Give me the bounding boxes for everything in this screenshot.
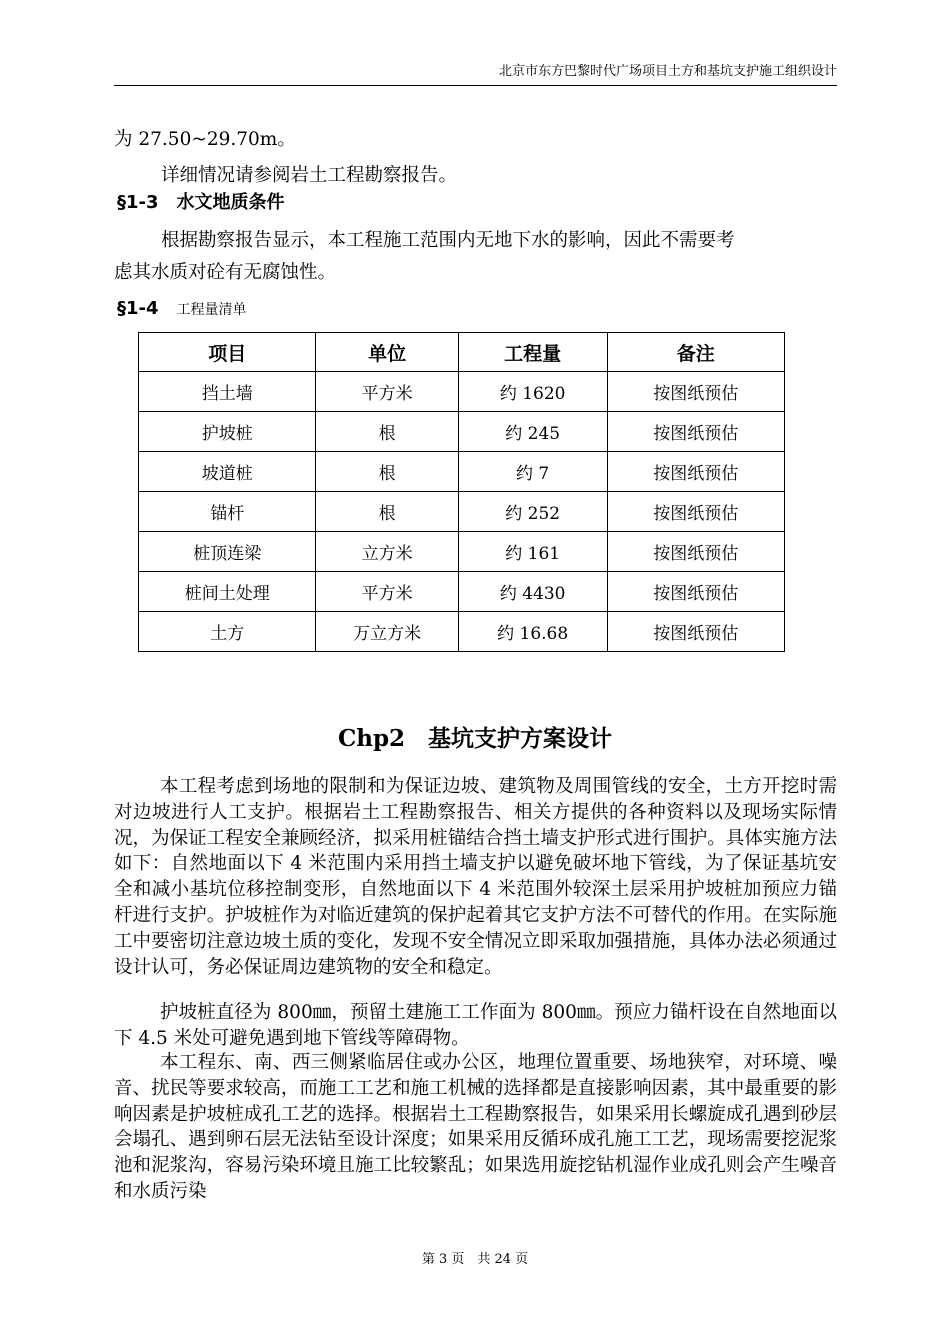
table-row — [139, 372, 785, 412]
body-paragraph-3: 本工程东、南、西三侧紧临居住或办公区，地理位置重要、场地狭窄，对环境、噪音、扰民等要求较高，而施工工艺和施工机械的选择都是直接影响因素，其中最重要的影响因素是护坡桩成孔工艺的选择。根据岩土工程勘察报告，如果采用长螺旋成孔遇到砂层会塌孔、遇到卵石层无法钻至设计深度；如果采用反循环成孔施工工艺，现场需要挖泥浆池和泥浆沟，容易污染环境且施工比较繁乱；如果选用旋挖钻机湿作业成孔则会产生噪音和水质污染 — [114, 1052, 837, 1202]
column-header: 项目 — [139, 333, 316, 372]
table-cell: 按图纸预估 — [607, 452, 784, 492]
table-cell: 按图纸预估 — [607, 372, 784, 412]
table-cell: 约 7 — [458, 452, 607, 492]
table-cell: 平方米 — [316, 572, 458, 612]
page-header: 北京市东方巴黎时代广场项目土方和基坑支护施工组织设计 — [114, 60, 837, 86]
text-line: 详细情况请参阅岩土工程勘察报告。 — [161, 165, 458, 186]
table-cell: 挡土墙 — [139, 372, 316, 412]
table-cell: 约 245 — [458, 412, 607, 452]
table-cell: 护坡桩 — [139, 412, 316, 452]
table-cell: 根 — [316, 412, 458, 452]
table-cell: 根 — [316, 452, 458, 492]
table-row — [139, 492, 785, 532]
table-cell: 根 — [316, 492, 458, 532]
table-cell: 坡道桩 — [139, 452, 316, 492]
table-cell: 约 1620 — [458, 372, 607, 412]
text-line: 虑其水质对砼有无腐蚀性。 — [114, 262, 337, 283]
text-line: 根据勘察报告显示，本工程施工范围内无地下水的影响，因此不需要考 — [161, 230, 735, 251]
table-cell: 万立方米 — [316, 612, 458, 652]
section-number: §1-4 — [117, 298, 159, 319]
section-heading-1-4 — [117, 298, 247, 319]
table-row — [139, 412, 785, 452]
table-cell: 土方 — [139, 612, 316, 652]
column-header: 备注 — [607, 333, 784, 372]
text-line: 为 27.50~29.70m。 — [114, 129, 296, 150]
table-cell: 按图纸预估 — [607, 612, 784, 652]
table-cell: 平方米 — [316, 372, 458, 412]
table-cell: 锚杆 — [139, 492, 316, 532]
chapter-title: Chp2 基坑支护方案设计 — [337, 725, 613, 752]
table-row — [139, 452, 785, 492]
table-row — [139, 572, 785, 612]
section-title: 工程量清单 — [176, 302, 247, 318]
table-cell: 约 252 — [458, 492, 607, 532]
table-cell: 按图纸预估 — [607, 532, 784, 572]
table-cell: 立方米 — [316, 532, 458, 572]
table-cell: 桩间土处理 — [139, 572, 316, 612]
table-cell: 约 16.68 — [458, 612, 607, 652]
table-row — [139, 532, 785, 572]
column-header: 工程量 — [458, 333, 607, 372]
table-row — [139, 612, 785, 652]
table-cell: 桩顶连梁 — [139, 532, 316, 572]
page-footer: 第 3 页 共 24 页 — [421, 1252, 529, 1267]
column-header: 单位 — [316, 333, 458, 372]
table-header-row — [139, 333, 785, 372]
body-paragraph-2: 护坡桩直径为 800㎜，预留土建施工工作面为 800㎜。预应力锚杆设在自然地面以下 4.5 米处可避免遇到地下管线等障碍物。 — [114, 1002, 837, 1049]
table-cell: 约 161 — [458, 532, 607, 572]
table-cell: 按图纸预估 — [607, 572, 784, 612]
body-paragraph-1: 本工程考虑到场地的限制和为保证边坡、建筑物及周围管线的安全，土方开挖时需对边坡进行人工支护。根据岩土工程勘察报告、相关方提供的各种资料以及现场实际情况，为保证工程安全兼顾经济，拟采用桩锚结合挡土墙支护形式进行围护。具体实施方法如下：自然地面以下 4 米范围内采用挡土墙支护以避免破坏地下管线，为了保证基坑安全和减小基坑位移控制变形，自然地面以下 4 米范围外较深土层采用护坡桩加预应力锚杆进行支护。护坡桩作为对临近建筑的保护起着其它支护方法不可替代的作用。在实际施工中要密切注意边坡土质的变化，发现不安全情况立即采取加强措施，具体办法必须通过设计认可，务必保证周边建筑物的安全和稳定。 — [114, 776, 837, 978]
table-cell: 约 4430 — [458, 572, 607, 612]
table-cell: 按图纸预估 — [607, 412, 784, 452]
table-cell: 按图纸预估 — [607, 492, 784, 532]
section-heading-1-3: §1-3 水文地质条件 — [117, 192, 285, 213]
quantity-table — [138, 332, 785, 652]
